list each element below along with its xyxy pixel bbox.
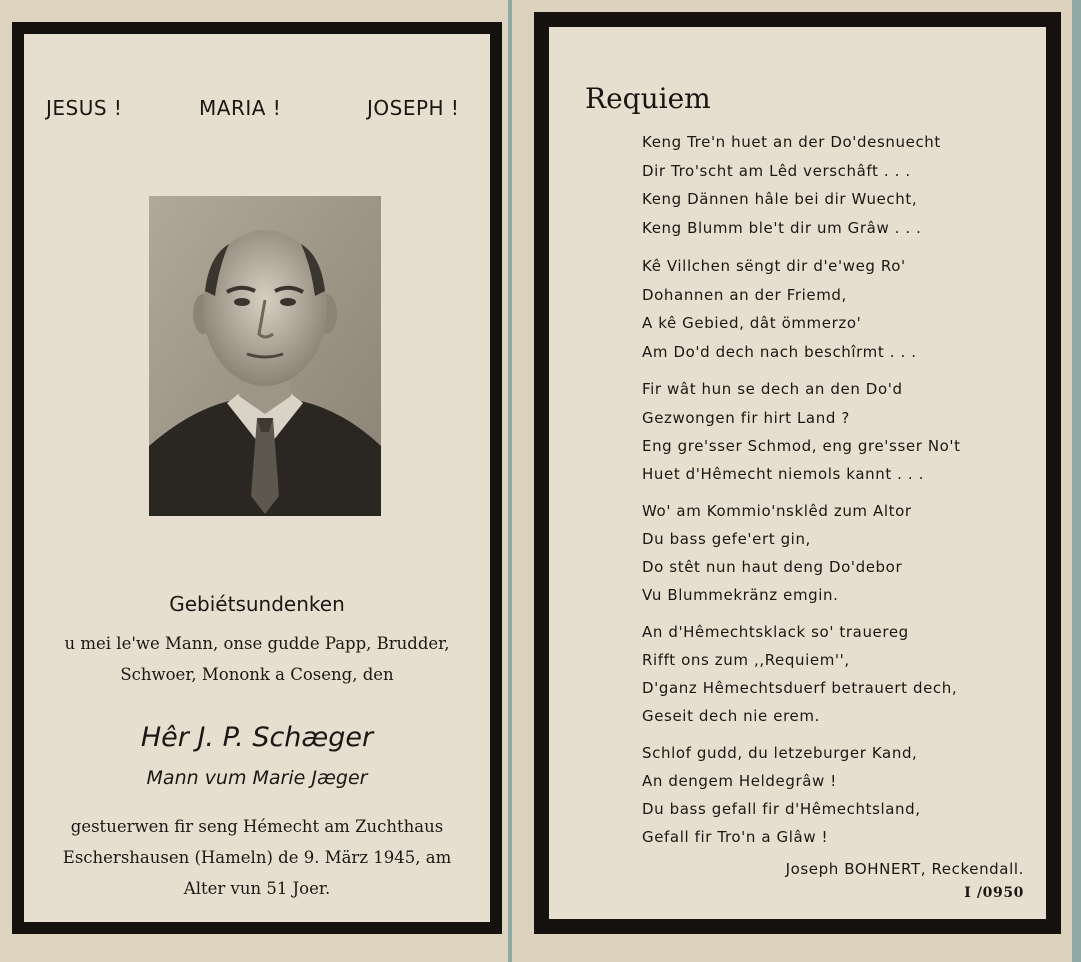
poem-line: Vu Blummekränz emgin. xyxy=(642,586,839,604)
header-maria: MARIA ! xyxy=(199,96,282,120)
poem-line: Am Do'd dech nach beschîrmt . . . xyxy=(642,343,917,361)
poem-line: D'ganz Hêmechtsduerf betrauert dech, xyxy=(642,679,958,697)
requiem-title: Requiem xyxy=(585,82,711,115)
print-code: I /0950 xyxy=(964,885,1024,901)
poem-line: Eng gre'sser Schmod, eng gre'sser No't xyxy=(642,437,961,455)
poem-line: Keng Dännen hâle bei dir Wuecht, xyxy=(642,190,918,208)
poem-line: Gezwongen fir hirt Land ? xyxy=(642,409,850,427)
poem-line: Keng Tre'n huet an der Do'desnuecht xyxy=(642,133,941,151)
poem-line: Du bass gefall fir d'Hêmechtsland, xyxy=(642,800,921,818)
header-jesus: JESUS ! xyxy=(46,96,123,120)
poem-line: Gefall fir Tro'n a Glâw ! xyxy=(642,828,829,846)
portrait-man-image xyxy=(149,196,381,516)
portrait-photo xyxy=(149,196,381,516)
poem-line: Kê Villchen sëngt dir d'e'weg Ro' xyxy=(642,257,906,275)
dedication-line-2: Schwoer, Mononk a Coseng, den xyxy=(120,665,394,684)
poem-line: Du bass gefe'ert gin, xyxy=(642,530,811,548)
poem-line: Dohannen an der Friemd, xyxy=(642,286,847,304)
poem-line: Geseit dech nie erem. xyxy=(642,707,820,725)
poem-line: Huet d'Hêmecht niemols kannt . . . xyxy=(642,465,925,483)
death-line-1: gestuerwen fir seng Hémecht am Zuchthaus xyxy=(70,817,444,836)
author-signature: Joseph BOHNERT, Reckendall. xyxy=(785,860,1024,878)
left-black-frame xyxy=(12,22,502,934)
right-black-frame xyxy=(534,12,1061,934)
poem-line: Wo' am Kommio'nsklêd zum Altor xyxy=(642,502,912,520)
left-card xyxy=(0,0,508,962)
poem-line: A kê Gebied, dât ömmerzo' xyxy=(642,314,862,332)
header-joseph: JOSEPH ! xyxy=(367,96,460,120)
poem-line: Schlof gudd, du letzeburger Kand, xyxy=(642,744,918,762)
poem-line: Rifft ons zum ,,Requiem'', xyxy=(642,651,850,669)
poem-line: An dengem Heldegrâw ! xyxy=(642,772,837,790)
poem-line: Fir wât hun se dech an den Do'd xyxy=(642,380,903,398)
right-card xyxy=(512,0,1072,962)
dedication-line-1: u mei le'we Mann, onse gudde Papp, Brudder, xyxy=(64,634,450,653)
poem-line: Keng Blumm ble't dir um Grâw . . . xyxy=(642,219,922,237)
death-line-2: Eschershausen (Hameln) de 9. März 1945, am xyxy=(62,848,452,867)
poem-line: Dir Tro'scht am Lêd verschâft . . . xyxy=(642,162,911,180)
death-line-3: Alter vun 51 Joer. xyxy=(183,879,331,898)
spouse-line: Mann vum Marie Jæger xyxy=(146,767,368,789)
memorial-title: Gebiétsundenken xyxy=(169,592,345,616)
poem-line: An d'Hêmechtsklack so' trauereg xyxy=(642,623,909,641)
deceased-name: Hêr J. P. Schæger xyxy=(140,722,374,753)
poem-line: Do stêt nun haut deng Do'debor xyxy=(642,558,903,576)
